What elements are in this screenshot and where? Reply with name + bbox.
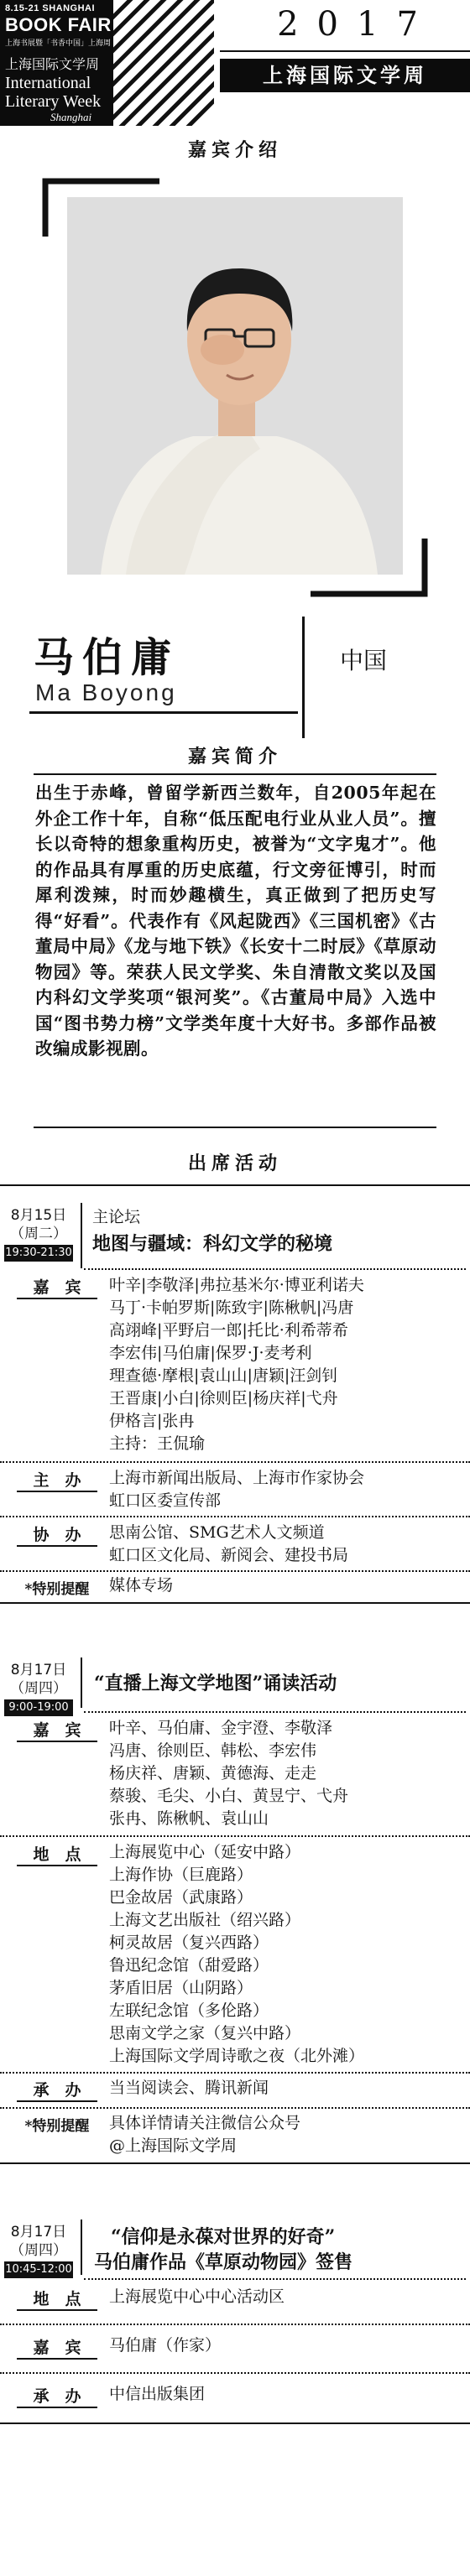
event1-dotted-rule-4: [0, 1570, 470, 1572]
guest-name-cn: 马伯庸: [34, 634, 180, 681]
event3-title-line2: 马伯庸作品《草原动物园》签售: [94, 2251, 353, 2273]
event2-label-venue-rule: [17, 1865, 97, 1866]
logo-cn-week: 上海国际文学周: [5, 56, 100, 72]
event3-label-venue: 地 点: [33, 2290, 81, 2308]
event1-time: 19:30-21:30: [4, 1245, 73, 1262]
event1-dotted-rule: [84, 1268, 466, 1270]
year-heading: 2017: [277, 5, 436, 44]
events-section-title: 出席活动: [187, 1153, 282, 1174]
event1-label-co-host-rule: [17, 1545, 97, 1547]
event2-organizer: 当当阅读会、腾讯新闻: [109, 2079, 269, 2097]
event3-label-organizer: 承 办: [33, 2387, 81, 2406]
event1-label-notice: *特别提醒: [24, 1581, 90, 1598]
event1-co-host: 思南公馆、SMG艺术人文频道 虹口区文化局、新阅会、建投书局: [109, 1523, 349, 1564]
festival-title: 上海国际文学周: [220, 59, 470, 92]
event3-organizer: 中信出版集团: [109, 2385, 206, 2403]
event2-date: 8月17日 （周四） 9:00-19:00: [0, 1661, 77, 1716]
event1-host: 上海市新闻出版局、上海市作家协会 虹口区委宣传部: [109, 1469, 365, 1510]
event2-label-organizer: 承 办: [33, 2081, 81, 2100]
event2-venues: 上海展览中心（延安中路） 上海作协（巨鹿路） 巴金故居（武康路） 上海文艺出版社（绍兴路） 柯灵故居（复兴西路） 鲁迅纪念馆（甜爱路） 茅盾旧居（山阴路） 左联纪念馆（多伦路） 思南文学之家（复兴中路） 上海国际文学周诗歌之夜（北外滩）: [109, 1843, 365, 2065]
logo-en-title: International Literary Week: [5, 74, 102, 111]
name-underline: [29, 711, 298, 714]
event2-dotted-rule-4: [0, 2107, 470, 2109]
header-rule: [220, 50, 470, 52]
guest-name-en: Ma Boyong: [35, 679, 177, 705]
event3-label-guests: 嘉 宾: [33, 2339, 81, 2357]
logo-book-fair-sub: 上海书展暨「书香中国」上海周: [5, 39, 112, 48]
event3-label-venue-rule: [17, 2309, 97, 2311]
name-divider: [302, 617, 305, 738]
event3-label-organizer-rule: [17, 2407, 97, 2408]
event3-venue: 上海展览中心中心活动区: [109, 2287, 285, 2306]
event3-label-guests-rule: [17, 2358, 97, 2360]
event2-dotted-rule-3: [0, 2072, 470, 2074]
event3-date-divider: [81, 2220, 82, 2275]
event1-label-host-rule: [17, 1491, 97, 1492]
event2-dotted-rule: [84, 1711, 466, 1713]
event1-label-guests: 嘉 宾: [33, 1278, 81, 1297]
event2-title: “直播上海文学地图”诵读活动: [94, 1673, 337, 1694]
events-heading-rule: [0, 1184, 470, 1186]
logo-dates: 8.15-21 SHANGHAI: [5, 3, 96, 13]
event2-label-organizer-rule: [17, 2100, 97, 2102]
bio-top-rule: [34, 773, 436, 775]
literary-week-logo: [0, 0, 113, 126]
event2-bottom-rule: [0, 2162, 470, 2164]
event3-time: 10:45-12:00: [4, 2261, 73, 2278]
event3-dotted-rule-2: [0, 2324, 470, 2325]
event1-forum: 主论坛: [92, 1208, 141, 1226]
logo-script: Shanghai: [50, 111, 92, 123]
event2-label-guests: 嘉 宾: [33, 1721, 81, 1740]
event3-guests: 马伯庸（作家）: [109, 2336, 222, 2355]
guest-country: 中国: [340, 647, 388, 674]
event3-dotted-rule: [84, 2278, 466, 2280]
guest-portrait-photo: [67, 197, 403, 575]
event2-dotted-rule-2: [0, 1835, 470, 1837]
event1-date: 8月15日 （周二） 19:30-21:30: [0, 1206, 77, 1262]
diagonal-stripes-decoration: [113, 0, 214, 126]
event1-label-host: 主 办: [33, 1471, 81, 1490]
event1-dotted-rule-2: [0, 1461, 470, 1463]
logo-book-fair: BOOK FAIR: [5, 14, 112, 35]
event3-bottom-rule: [0, 2422, 470, 2424]
event2-notice: 具体详情请关注微信公众号 @上海国际文学周: [109, 2114, 301, 2155]
event1-bottom-rule: [0, 1602, 470, 1604]
event1-guests: 叶辛|李敬泽|弗拉基米尔·博亚利诺夫 马丁·卡帕罗斯|陈致宇|陈楸帆|冯唐 高翊峰|平野启一郎|托比·利希蒂希 李宏伟|马伯庸|保罗·J·麦考利 理查德·摩根|袁山山|唐颖|汪剑钊 王晋康|小白|徐则臣|杨庆祥|弋舟 伊格言|张冉 主持：王侃瑜: [109, 1276, 364, 1453]
event3-dotted-rule-3: [0, 2372, 470, 2374]
event1-label-co-host: 协 办: [33, 1526, 81, 1544]
event2-guests: 叶辛、马伯庸、金宇澄、李敬泽 冯唐、徐则臣、韩松、李宏伟 杨庆祥、唐颖、黄德海、走走 蔡骏、毛尖、小白、黄昱宁、弋舟 张冉、陈楸帆、袁山山: [109, 1719, 349, 1828]
event2-time: 9:00-19:00: [4, 1699, 73, 1716]
event2-label-venue: 地 点: [33, 1845, 81, 1864]
bio-text: 出生于赤峰，曾留学新西兰数年，自2005年起在外企工作十年，自称“低压配电行业从业人员”。擅长以奇特的想象重构历史，被誉为“文字鬼才”。他的作品具有厚重的历史底蕴，行文旁征博引，时而犀利泼辣，时而妙趣横生，真正做到了把历史写得“好看”。代表作有《风起陇西》《三国机密》《古董局中局》《龙与地下铁》《长安十二时辰》《草原动物园》等。荣获人民文学奖、朱自清散文奖以及国内科幻文学奖项“银河奖”。《古董局中局》入选中国“图书势力榜”文学类年度十大好书。多部作品被改编成影视剧。: [35, 783, 436, 1059]
event2-label-guests-rule: [17, 1741, 97, 1742]
event3-date: 8月17日 （周四） 10:45-12:00: [0, 2223, 77, 2278]
bio-bottom-rule: [34, 1127, 436, 1128]
event1-title: 地图与疆域：科幻文学的秘境: [92, 1233, 333, 1255]
event3-title-line1: “信仰是永葆对世界的好奇”: [111, 2226, 336, 2248]
event2-label-notice: *特别提醒: [24, 2118, 90, 2135]
event1-date-divider: [81, 1203, 82, 1268]
event1-label-guests-rule: [17, 1298, 97, 1299]
event2-date-divider: [81, 1657, 82, 1708]
event1-dotted-rule-3: [0, 1516, 470, 1517]
event1-notice: 媒体专场: [109, 1576, 174, 1595]
bio-section-title: 嘉宾简介: [187, 746, 282, 768]
guest-section-title: 嘉宾介绍: [187, 139, 282, 161]
